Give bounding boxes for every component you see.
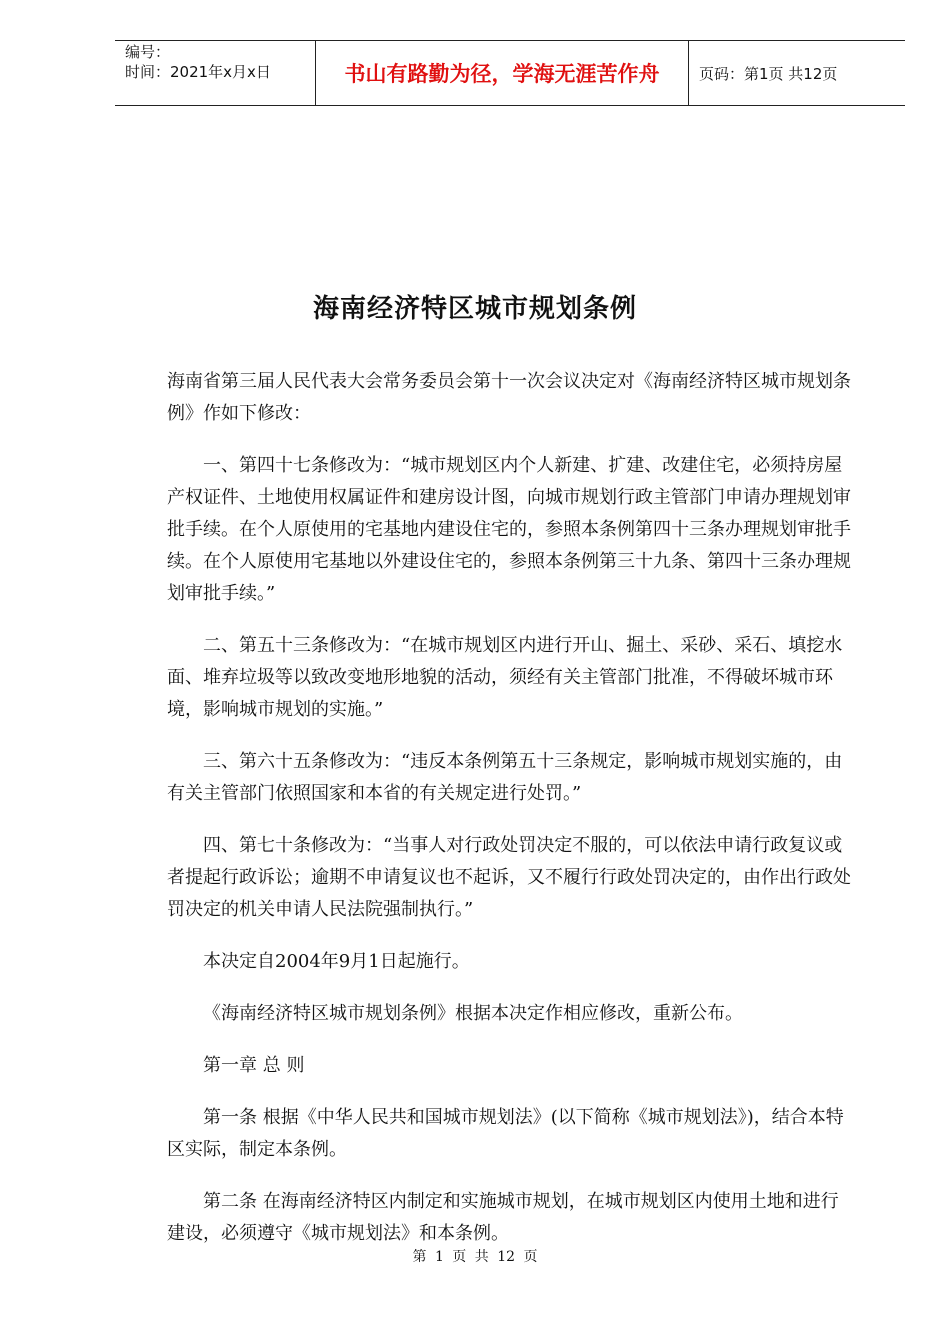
article-1: 第一条 根据《中华人民共和国城市规划法》(以下简称《城市规划法》)，结合本特区实际，制定本条例。 (167, 1107, 844, 1160)
header-slogan: 书山有路勤为径，学海无涯苦作舟 (315, 41, 689, 105)
intro-paragraph: 海南省第三届人民代表大会常务委员会第十一次会议决定对《海南经济特区城市规划条例》作如下修改： (167, 371, 851, 424)
page-header (115, 40, 905, 106)
document-title: 海南经济特区城市规划条例 (312, 294, 637, 324)
amendment-2: 二、第五十三条修改为：“在城市规划区内进行开山、掘土、采砂、采石、填挖水面、堆弃垃圾等以致改变地形地貌的活动，须经有关主管部门批准，不得破坏城市环境，影响城市规划的实施。” (167, 635, 843, 720)
article-2: 第二条 在海南经济特区内制定和实施城市规划，在城市规划区内使用土地和进行建设，必须遵守《城市规划法》和本条例。 (167, 1191, 839, 1244)
time-label: 时间：2021年x月x日 (125, 63, 271, 81)
amendment-4: 四、第七十条修改为：“当事人对行政处罚决定不服的，可以依法申请行政复议或者提起行政诉讼；逾期不申请复议也不起诉，又不履行行政处罚决定的，由作出行政处罚决定的机关申请人民法院强制执行。” (167, 835, 851, 920)
republish-note: 《海南经济特区城市规划条例》根据本决定作相应修改，重新公布。 (203, 1003, 743, 1024)
header-page-info: 页码：第1页 共12页 (699, 64, 838, 83)
header-meta (115, 41, 325, 106)
amendment-1: 一、第四十七条修改为：“城市规划区内个人新建、扩建、改建住宅，必须持房屋产权证件、土地使用权属证件和建房设计图，向城市规划行政主管部门申请办理规划审批手续。在个人原使用的宅基地内建设住宅的，参照本条例第四十三条办理规划审批手续。在个人原使用宅基地以外建设住宅的，参照本条例第三十九条、第四十三条办理规划审批手续。” (167, 455, 851, 604)
document-body (167, 366, 853, 1270)
page-footer: 第 1 页 共 12 页 (412, 1249, 538, 1265)
effective-date: 本决定自2004年9月1日起施行。 (203, 951, 470, 972)
amendment-3: 三、第六十五条修改为：“违反本条例第五十三条规定，影响城市规划实施的，由有关主管部门依照国家和本省的有关规定进行处罚。” (167, 751, 843, 804)
chapter-heading: 第一章 总 则 (203, 1055, 305, 1076)
serial-label: 编号： (125, 43, 171, 61)
